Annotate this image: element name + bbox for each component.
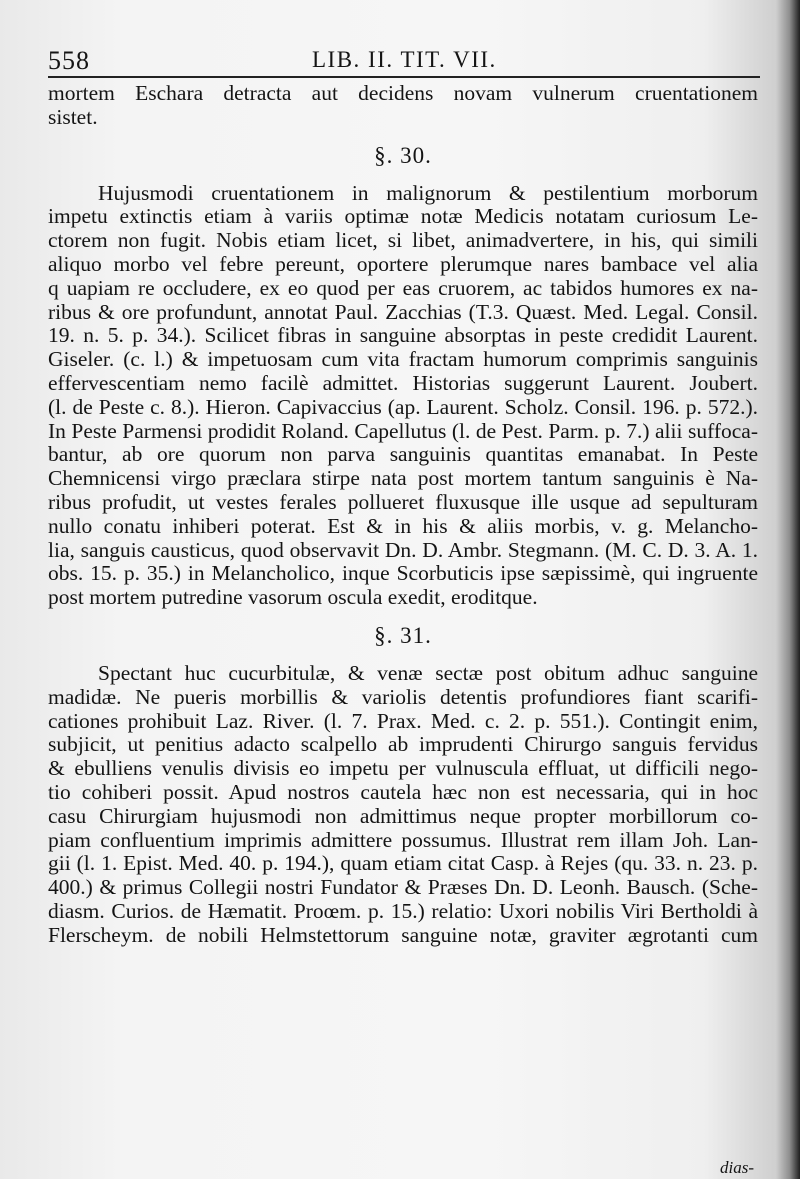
text-line: Hujusmodi cruentationem in malignorum & pestilentium morborum (98, 180, 758, 205)
text-line: impetu extinctis etiam à variis optimæ notæ Medicis notatam curiosum Le- (48, 204, 758, 229)
page-header (48, 38, 758, 74)
text-line: tio cohiberi possit. Apud nostros cautela hæc non est necessaria, qui in hoc (48, 779, 758, 804)
text-line: In Peste Parmensi prodidit Roland. Capellutus (l. de Pest. Parm. p. 7.) alii suffoca- (48, 418, 758, 443)
text-line: obs. 15. p. 35.) in Melancholico, inque Scorbuticis ipse sæpissimè, qui ingruente (48, 561, 758, 586)
text-line: casu Chirurgiam hujusmodi non admittimus neque propter morbillorum co- (48, 803, 758, 828)
text-line: ctorem non fugit. Nobis etiam licet, si libet, animadvertere, in his, qui simili (48, 228, 758, 253)
text-line: madidæ. Ne pueris morbillis & variolis detentis profundiores fiant scarifi- (48, 684, 758, 709)
running-title: LIB. II. TIT. VII. (312, 47, 497, 72)
text-line: ribus profudit, ut vestes ferales pollueret fluxusque ille usque ad sepulturam (48, 489, 758, 514)
text-line: subjicit, ut penitius adacto scalpello ab imprudenti Chirurgo sanguis fervidus (48, 732, 758, 757)
text-line: post mortem putredine vasorum oscula exedit, eroditque. (48, 585, 538, 610)
text-line: Chemnicensi virgo præclara stirpe nata post mortem tantum sanguinis è Na- (48, 466, 758, 491)
text-line: Flerscheym. de nobili Helmstettorum sanguine notæ, graviter ægrotanti cum (48, 922, 758, 947)
book-spine-shadow (790, 0, 800, 1179)
text-line: aliquo morbo vel febre pereunt, oportere plerumque nares bambace vel alia (48, 251, 758, 276)
text-line: ribus & ore profundunt, annotat Paul. Zacchias (T.3. Quæst. Med. Legal. Consil. (48, 299, 758, 324)
section-heading-30: §. 30. (374, 142, 432, 168)
text-line: mortem Eschara detracta aut decidens novam vulnerum cruentationem (48, 81, 758, 105)
catchword: dias- (720, 1158, 754, 1177)
text-line: gii (l. 1. Epist. Med. 40. p. 194.), quam etiam citat Casp. à Rejes (qu. 33. n. 23. p. (48, 851, 758, 876)
text-line: 400.) & primus Collegii nostri Fundator & Præses Dn. D. Leonh. Bausch. (Sche- (48, 875, 758, 900)
text-line: sistet. (48, 104, 98, 129)
text-line: bantur, ab ore quorum non parva sanguinis quantitas emanabat. In Peste (48, 442, 758, 467)
text-line: 19. n. 5. p. 34.). Scilicet fibras in sanguine absorptas in peste credidit Laurent. (48, 323, 758, 348)
section-heading-31: §. 31. (374, 622, 432, 648)
page-number: 558 (48, 46, 90, 75)
text-line: q uapiam re occludere, ex eo quod per eas cruorem, ac tabidos humores ex na- (48, 275, 758, 300)
text-line: Spectant huc cucurbitulæ, & venæ sectæ post obitum adhuc sanguine (98, 660, 758, 685)
page-body (48, 82, 758, 948)
header-rule (48, 76, 760, 78)
text-line: Giseler. (c. l.) & impetuosam cum vita fractam humorum comprimis sanguinis (48, 347, 758, 372)
text-line: cationes prohibuit Laz. River. (l. 7. Prax. Med. c. 2. p. 551.). Contingit enim, (48, 708, 758, 733)
text-line: piam confluentium imprimis admittere possumus. Illustrat rem illam Joh. Lan- (48, 827, 758, 852)
text-line: & ebulliens venulis divisis eo impetu per vulnuscula effluat, ut difficili nego- (48, 756, 758, 781)
text-line: lia, sanguis causticus, quod observavit Dn. D. Ambr. Stegmann. (M. C. D. 3. A. 1. (48, 537, 758, 562)
text-line: (l. de Peste c. 8.). Hieron. Capivaccius (ap. Laurent. Scholz. Consil. 196. p. 572.). (48, 394, 758, 419)
text-line: diasm. Curios. de Hæmatit. Proœm. p. 15.) relatio: Uxori nobilis Viri Bertholdi à (48, 898, 758, 923)
text-line: effervescentiam nemo facilè admittet. Historias suggerunt Laurent. Joubert. (48, 370, 758, 395)
text-line: nullo conatu inhiberi poterat. Est & in his & aliis morbis, v. g. Melancho- (48, 513, 758, 538)
